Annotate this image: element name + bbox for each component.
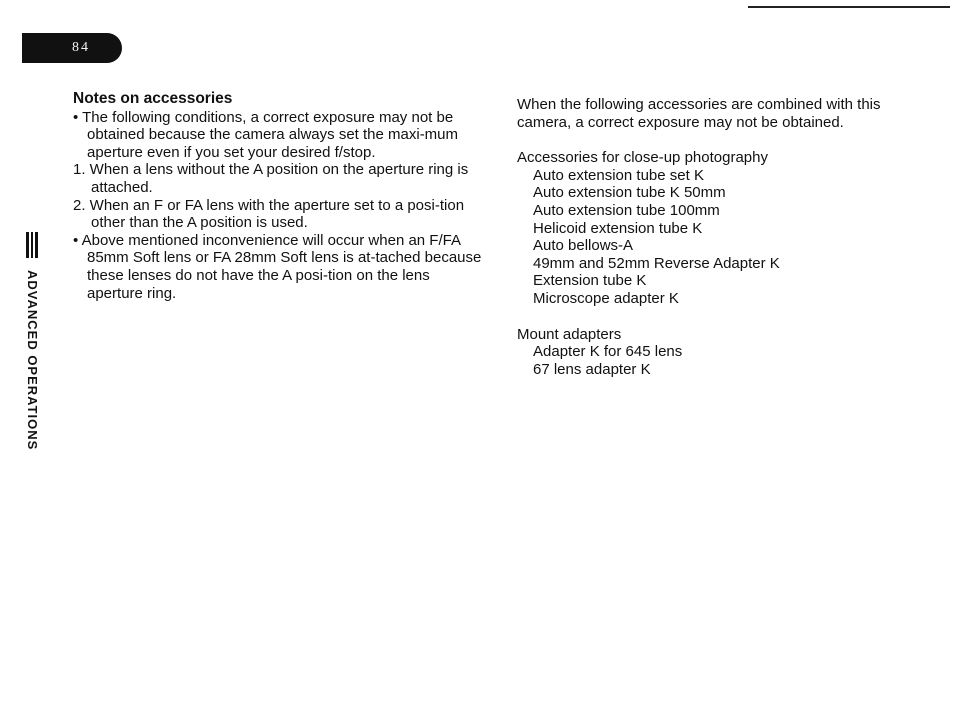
list-item: Auto extension tube 100mm — [533, 201, 720, 219]
note-item-1: 1. When a lens without the A position on the aperture ring is attached. — [73, 161, 469, 196]
accessories-column — [517, 96, 937, 378]
mount-group — [517, 326, 937, 379]
list-item: 67 lens adapter K — [533, 360, 651, 378]
mount-title: Mount adapters — [517, 325, 622, 343]
list-item: 49mm and 52mm Reverse Adapter K — [533, 254, 780, 272]
closeup-title: Accessories for close-up photography — [517, 149, 768, 167]
note-bullet-2: • Above mentioned inconvenience will occur when an F/FA 85mm Soft lens or FA 28mm Soft lens is at-tached because these lenses do not have the A posi-tion on the lens aperture ring. — [73, 231, 482, 302]
note-bullet-1: • The following conditions, a correct exposure may not be obtained because the camera always set the maxi-mum aperture even if you set your desired f/stop. — [73, 108, 459, 161]
mount-list — [517, 343, 937, 378]
list-item: Auto extension tube K 50mm — [533, 184, 726, 202]
list-item: Auto bellows-A — [533, 237, 634, 255]
section-label: ADVANCED OPERATIONS — [25, 270, 40, 451]
page-number-tab — [22, 33, 122, 63]
list-item: Helicoid extension tube K — [533, 219, 703, 237]
closeup-group — [517, 149, 937, 307]
note-item-2: 2. When an F or FA lens with the aperture set to a posi-tion other than the A position is used. — [73, 196, 465, 232]
closeup-list — [517, 167, 937, 308]
notes-heading: Notes on accessories — [73, 90, 233, 107]
notes-column — [73, 90, 485, 302]
list-item: Auto extension tube set K — [533, 166, 704, 184]
section-marker-icon — [26, 232, 38, 258]
list-item: Extension tube K — [533, 272, 647, 290]
list-item: Adapter K for 645 lens — [533, 343, 683, 361]
page-number: 84 — [72, 40, 90, 55]
top-rule — [748, 6, 950, 8]
list-item: Microscope adapter K — [533, 289, 679, 307]
accessories-intro: When the following accessories are combined with this camera, a correct exposure may not be obtained. — [517, 96, 881, 131]
